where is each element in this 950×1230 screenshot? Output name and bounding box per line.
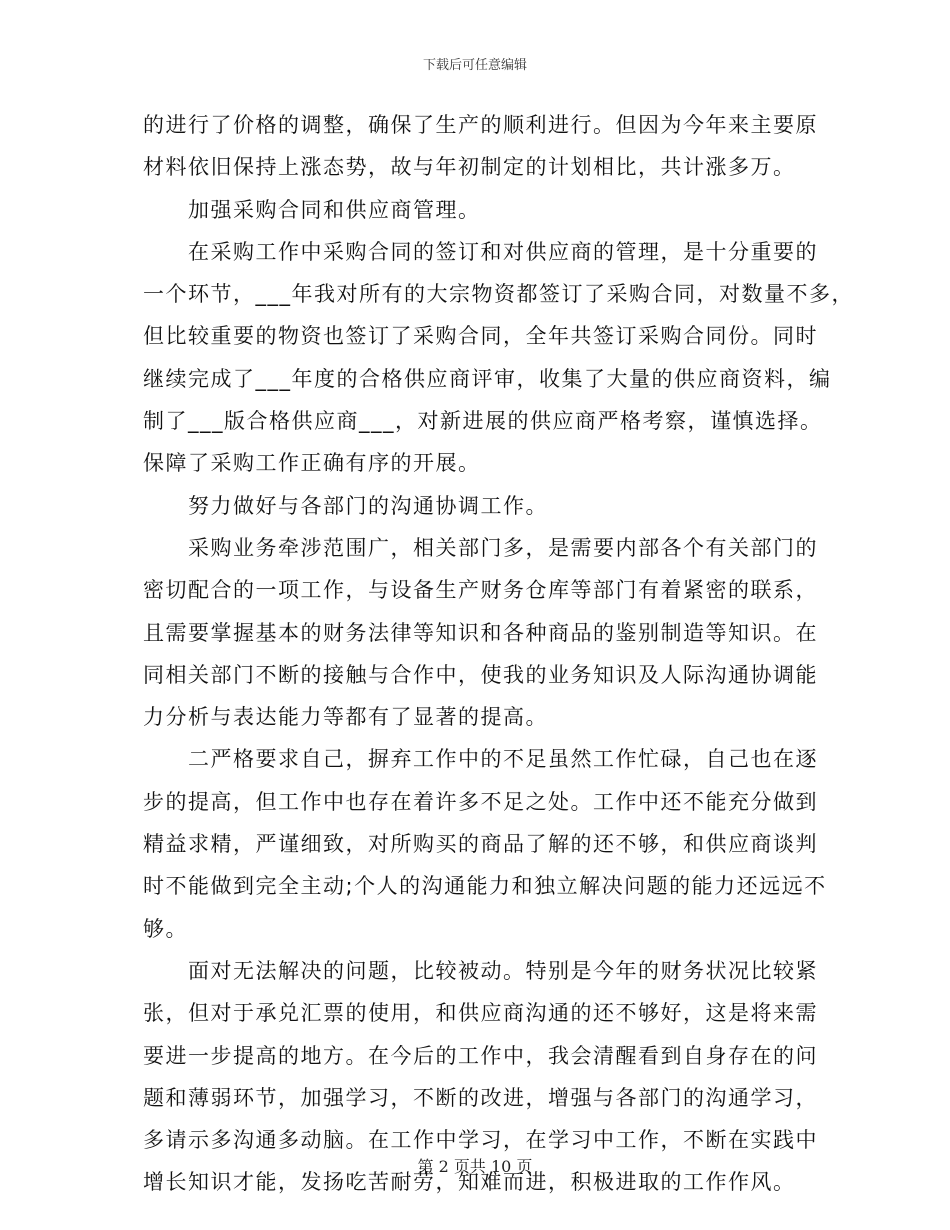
text-line: 精益求精，严谨细致，对所购买的商品了解的还不够，和供应商谈判: [143, 832, 818, 857]
text-line: 材料依旧保持上涨态势，故与年初制定的计划相比，共计涨多万。: [143, 155, 796, 180]
text-line: 力分析与表达能力等都有了显著的提高。: [143, 705, 548, 730]
text-line: 在采购工作中采购合同的签订和对供应商的管理，是十分重要的: [143, 239, 818, 264]
text-line: 密切配合的一项工作，与设备生产财务仓库等部门有着紧密的联系，: [143, 578, 818, 603]
text-line: 面对无法解决的问题，比较被动。特别是今年的财务状况比较紧: [143, 958, 818, 983]
text-line: 保障了采购工作正确有序的开展。: [143, 451, 481, 476]
text-line: 多请示多沟通多动脑。在工作中学习，在学习中工作，不断在实践中: [143, 1128, 818, 1153]
text-line: 一个环节，___年我对所有的大宗物资都签订了采购合同，对数量不多，: [143, 282, 854, 307]
text-line: 同相关部门不断的接触与合作中，使我的业务知识及人际沟通协调能: [143, 662, 818, 687]
text-line: 且需要掌握基本的财务法律等知识和各种商品的鉴别制造等知识。在: [143, 620, 818, 645]
text-line: 继续完成了___年度的合格供应商评审，收集了大量的供应商资料，编: [143, 366, 832, 391]
page-footer: 第 2 页共 10 页: [417, 1157, 533, 1176]
section-heading: 努力做好与各部门的沟通协调工作。: [143, 493, 548, 518]
text-line: 但比较重要的物资也签订了采购合同，全年共签订采购合同份。同时: [143, 324, 818, 349]
text-line: 步的提高，但工作中也存在着许多不足之处。工作中还不能充分做到: [143, 789, 818, 814]
document-body: [143, 104, 854, 1204]
text-line: 够。: [143, 916, 188, 941]
text-line: 的进行了价格的调整，确保了生产的顺利进行。但因为今年来主要原: [143, 113, 818, 137]
text-line: 张，但对于承兑汇票的使用，和供应商沟通的还不够好，这是将来需: [143, 1001, 818, 1026]
text-line: 增长知识才能，发扬吃苦耐劳，知难而进，积极进取的工作作风。: [143, 1170, 796, 1195]
text-line: 采购业务牵涉范围广，相关部门多，是需要内部各个有关部门的: [143, 535, 818, 560]
text-line: 制了___版合格供应商___，对新进展的供应商严格考察，谨慎选择。: [143, 409, 823, 434]
text-line: 题和薄弱环节，加强学习，不断的改进，增强与各部门的沟通学习，: [143, 1085, 818, 1110]
text-line: 时不能做到完全主动;个人的沟通能力和独立解决问题的能力还远远不: [143, 874, 827, 899]
text-line: 要进一步提高的地方。在今后的工作中，我会清醒看到自身存在的问: [143, 1043, 818, 1068]
section-heading: 加强采购合同和供应商管理。: [143, 197, 481, 222]
text-line: 二严格要求自己，摒弃工作中的不足虽然工作忙碌，自己也在逐: [143, 747, 818, 772]
page-header: 下载后可任意编辑: [422, 58, 527, 73]
